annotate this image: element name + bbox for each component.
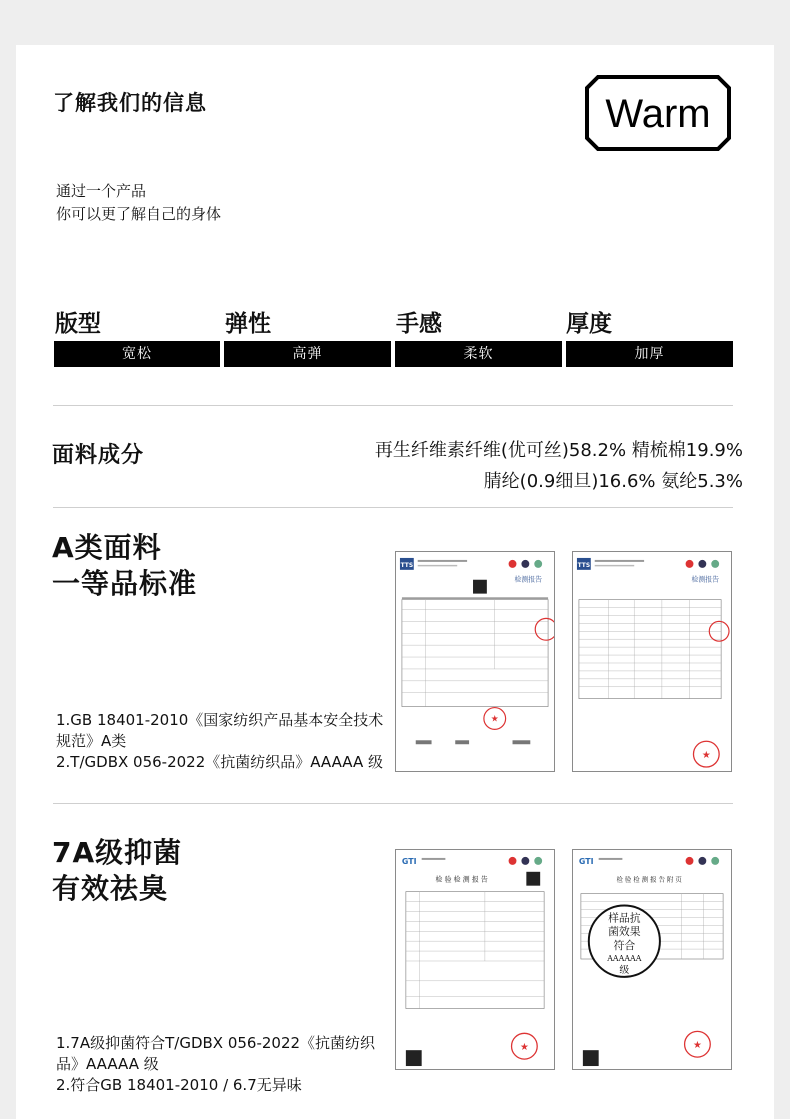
- report-logo: GTI: [401, 856, 417, 866]
- inspection-report-image[interactable]: [395, 849, 555, 1070]
- section-a-title-line: A类面料: [52, 531, 162, 564]
- divider: [53, 405, 733, 406]
- section-a-title: [52, 530, 197, 602]
- logo-text: Warm: [605, 92, 711, 136]
- composition-line: 腈纶(0.9细旦)16.6% 氨纶5.3%: [483, 471, 743, 492]
- intro-text: [56, 180, 221, 226]
- callout-line: AAAAAA: [607, 953, 642, 963]
- attr-label-thickness: 厚度: [566, 311, 612, 337]
- callout-line: 样品抗: [608, 911, 641, 925]
- section-a-title-line: 一等品标准: [52, 567, 198, 600]
- report-title: 检测报告: [514, 575, 543, 584]
- report-logo: TTS: [400, 561, 414, 569]
- note-line: 2.符合GB 18401-2010 / 6.7无异味: [56, 1076, 302, 1094]
- attr-label-elasticity: 弹性: [225, 311, 271, 337]
- callout-line: 级: [619, 964, 630, 976]
- svg-text:★: ★: [693, 1040, 702, 1052]
- svg-text:★: ★: [701, 750, 711, 762]
- attr-value-thickness: 加厚: [566, 341, 733, 367]
- section-b-notes: [56, 1033, 386, 1096]
- page-title: 了解我们的信息: [53, 91, 207, 115]
- brand-logo: [584, 74, 732, 152]
- report-title: 检 验 检 测 报 告: [435, 875, 488, 884]
- composition-label: 面料成分: [52, 443, 145, 468]
- divider: [53, 507, 733, 508]
- intro-line: 你可以更了解自己的身体: [56, 205, 222, 223]
- svg-text:★: ★: [490, 714, 499, 725]
- intro-line: 通过一个产品: [56, 182, 147, 200]
- section-b-title-line: 7A级抑菌: [52, 836, 183, 869]
- attr-value-fit: 宽松: [54, 341, 220, 367]
- section-b-title: [52, 835, 182, 907]
- attr-label-fit: 版型: [55, 311, 101, 337]
- attr-value-feel: 柔软: [395, 341, 562, 367]
- test-report-appendix-image[interactable]: [572, 551, 732, 772]
- section-a-notes: [56, 710, 386, 773]
- svg-text:★: ★: [519, 1042, 529, 1054]
- composition-line: 再生纤维素纤维(优可丝)58.2% 精梳棉19.9%: [374, 440, 743, 461]
- attr-value-elasticity: 高弹: [224, 341, 391, 367]
- report-logo: GTI: [578, 856, 594, 866]
- divider: [53, 803, 733, 804]
- test-report-image[interactable]: [395, 551, 555, 772]
- report-title: 检测报告: [691, 575, 720, 584]
- inspection-appendix-image[interactable]: [572, 849, 732, 1070]
- callout-line: 符合: [613, 939, 636, 953]
- report-title: 检 验 检 测 报 告 附 页: [616, 875, 682, 884]
- callout-line: 菌效果: [608, 925, 641, 939]
- note-line: 1.7A级抑菌符合T/GDBX 056-2022《抗菌纺织品》AAAAA 级: [56, 1034, 376, 1073]
- note-line: 2.T/GDBX 056-2022《抗菌纺织品》AAAAA 级: [56, 753, 383, 771]
- attr-label-feel: 手感: [396, 311, 442, 337]
- note-line: 1.GB 18401-2010《国家纺织产品基本安全技术规范》A类: [56, 711, 384, 750]
- report-logo: TTS: [577, 561, 591, 569]
- section-b-title-line: 有效祛臭: [52, 872, 169, 905]
